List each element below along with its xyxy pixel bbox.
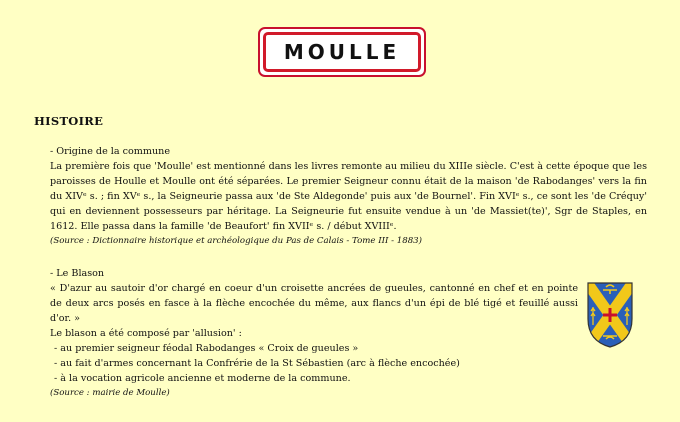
blason-description: « D'azur au sautoir d'or chargé en coeur d'un croisette ancrées de gueules, cantonné en chef et en pointe de deux arcs posés en fasce à la flèche encochée du même, aux flancs d'un épi de blé tigé et feuillé aussi d'or. » xyxy=(50,283,578,324)
origin-body: La première fois que 'Moulle' est mentionné dans les livres remonte au milieu du XIIIe siècle. C'est à cette époque que les paroisses de Houlle et Moulle ont été séparées. Le premier Seigneur connu était de la maison 'de Rabodanges' vers la fin du XIVᵉ s. ; fin XVᵉ s., la Seigneurie passa aux 'de Ste Aldegonde' puis aux 'de Bournel'. Fin XVIᵉ s., ce sont les 'de Créquy' qui en deviennent possesseurs par héritage. La Seigneurie fut ensuite vendue à un 'de Massiet(te)', Sgr de Staples, en 1612. Elle passa dans la famille 'de Beaufort' fin XVIIᵉ s. / début XVIIIᵉ. xyxy=(50,161,647,232)
town-sign-text: MOULLE xyxy=(283,40,401,64)
blason-title: - Le Blason xyxy=(50,268,105,279)
blason-item: - au fait d'armes concernant la Confrérie de la St Sébastien (arc à flèche encochée) xyxy=(54,358,460,369)
coat-of-arms-shield-icon xyxy=(586,281,634,349)
blason-item: - à la vocation agricole ancienne et moderne de la commune. xyxy=(54,373,351,384)
section-heading: HISTOIRE xyxy=(34,114,104,128)
blason-section xyxy=(50,266,578,401)
town-sign xyxy=(258,27,426,77)
blason-source: (Source : mairie de Moulle) xyxy=(50,388,170,398)
blason-allusion: Le blason a été composé par 'allusion' : xyxy=(50,328,242,339)
origin-section xyxy=(50,144,647,249)
blason-item: - au premier seigneur féodal Rabodanges « Croix de gueules » xyxy=(54,343,359,354)
origin-source: (Source : Dictionnaire historique et archéologique du Pas de Calais - Tome III - 1883) xyxy=(50,236,422,246)
origin-title: - Origine de la commune xyxy=(50,146,171,157)
